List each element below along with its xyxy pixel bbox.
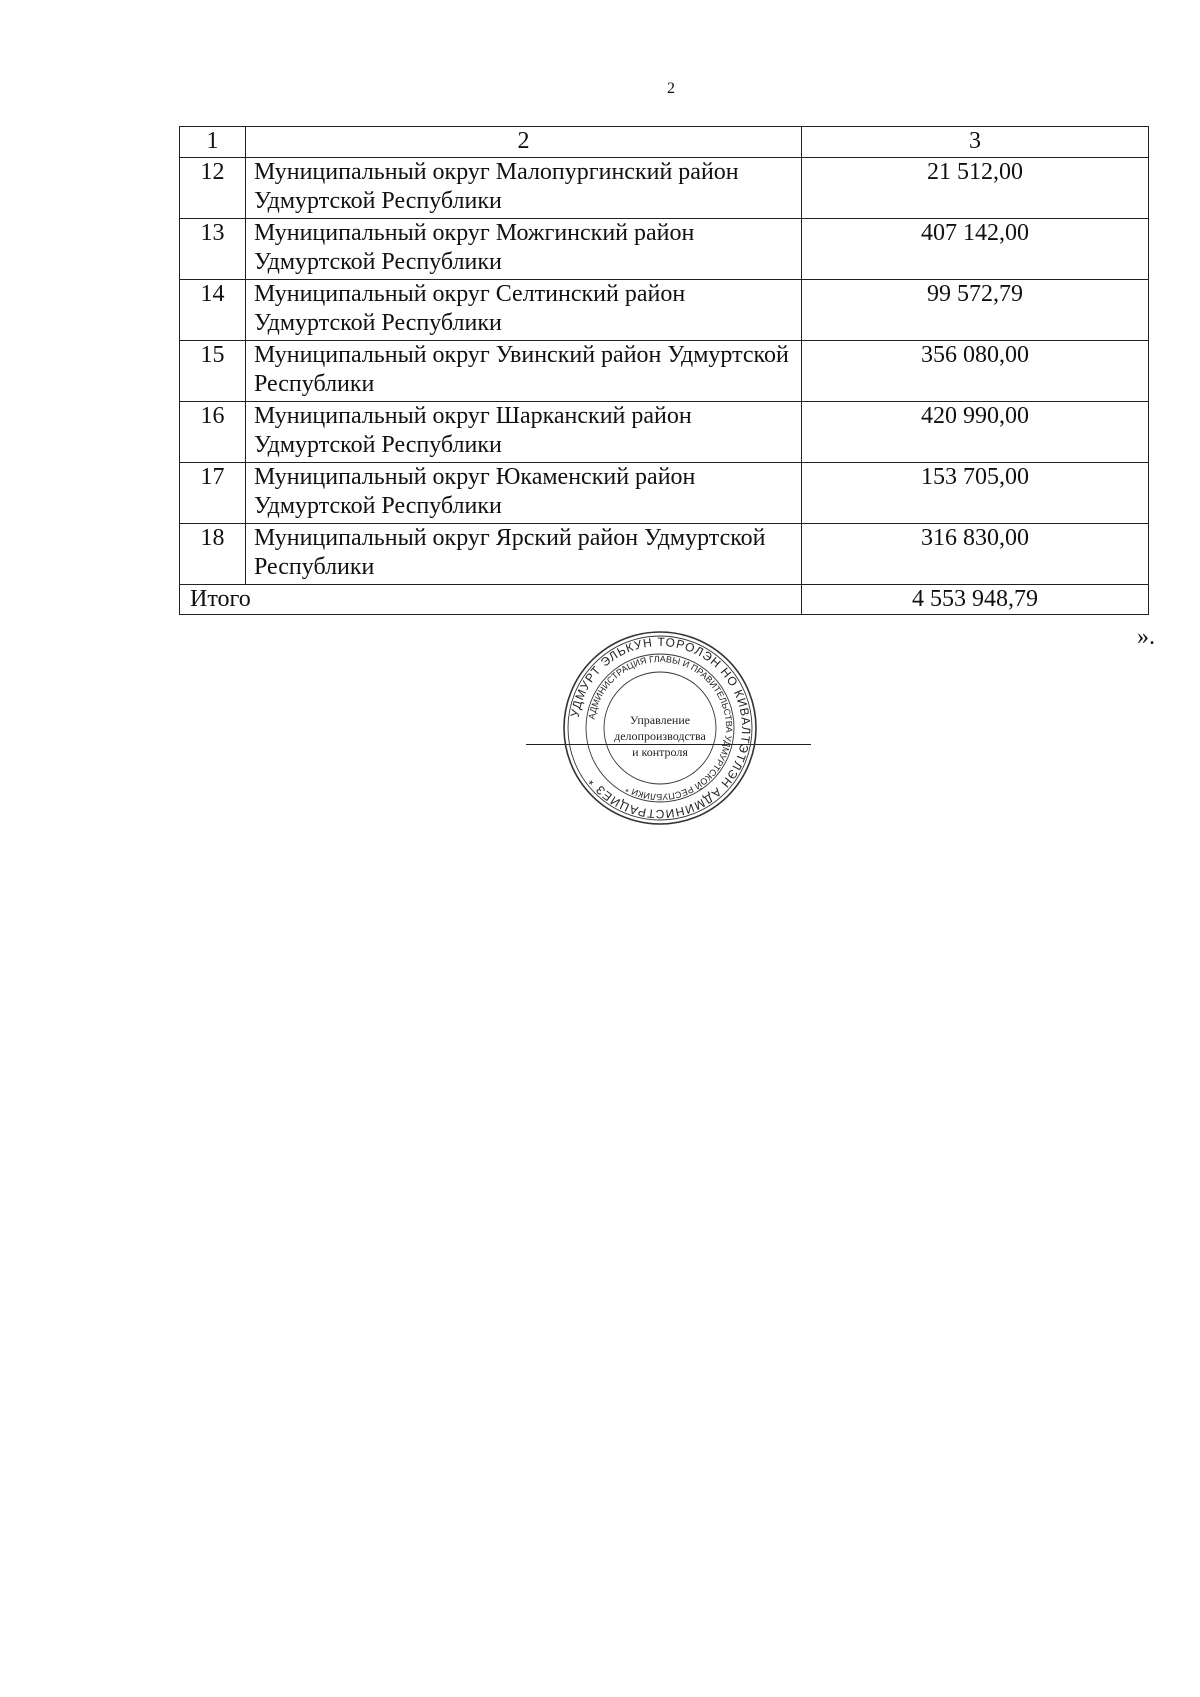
table-row [180, 463, 1149, 524]
amount: 356 080,00 [802, 341, 1149, 402]
table-row [180, 524, 1149, 585]
header-cell: 2 [246, 127, 802, 158]
amount: 420 990,00 [802, 402, 1149, 463]
row-number: 18 [180, 524, 246, 585]
header-cell: 1 [180, 127, 246, 158]
allocation-table [179, 126, 1149, 615]
municipality-name: Муниципальный округ Ярский район Удмуртской Республики [246, 524, 802, 585]
header-cell: 3 [802, 127, 1149, 158]
total-label: Итого [180, 585, 802, 615]
table-row [180, 341, 1149, 402]
amount: 407 142,00 [802, 219, 1149, 280]
table-row [180, 219, 1149, 280]
table-header-row [180, 127, 1149, 158]
row-number: 14 [180, 280, 246, 341]
stamp-center-line-3: и контроля [632, 745, 688, 759]
official-stamp [560, 628, 760, 828]
row-number: 12 [180, 158, 246, 219]
stamp-inner-text: АДМИНИСТРАЦИЯ ГЛАВЫ И ПРАВИТЕЛЬСТВА УДМУРТСКОЙ РЕСПУБЛИКИ * [586, 653, 735, 803]
municipality-name: Муниципальный округ Малопургинский район Удмуртской Республики [246, 158, 802, 219]
total-row [180, 585, 1149, 615]
total-value: 4 553 948,79 [802, 585, 1149, 615]
table-row [180, 280, 1149, 341]
stamp-outer-text: УДМУРТ ЭЛЬКУН ТОРОЛЭН НО КИВАЛТЭТЛЭН АДМИНИСТРАЦИЕЗ * [567, 634, 754, 822]
stamp-center-line-2: делопроизводства [614, 729, 706, 743]
municipality-name: Муниципальный округ Юкаменский район Удмуртской Республики [246, 463, 802, 524]
municipality-name: Муниципальный округ Можгинский район Удмуртской Республики [246, 219, 802, 280]
municipality-name: Муниципальный округ Селтинский район Удмуртской Республики [246, 280, 802, 341]
closing-quote: ». [1137, 624, 1155, 650]
amount: 99 572,79 [802, 280, 1149, 341]
row-number: 13 [180, 219, 246, 280]
amount: 316 830,00 [802, 524, 1149, 585]
stamp-center-line-1: Управление [629, 713, 691, 727]
page-number: 2 [667, 80, 675, 97]
table-row [180, 402, 1149, 463]
amount: 21 512,00 [802, 158, 1149, 219]
municipality-name: Муниципальный округ Увинский район Удмуртской Республики [246, 341, 802, 402]
row-number: 17 [180, 463, 246, 524]
amount: 153 705,00 [802, 463, 1149, 524]
row-number: 15 [180, 341, 246, 402]
municipality-name: Муниципальный округ Шарканский район Удмуртской Республики [246, 402, 802, 463]
table-row [180, 158, 1149, 219]
row-number: 16 [180, 402, 246, 463]
